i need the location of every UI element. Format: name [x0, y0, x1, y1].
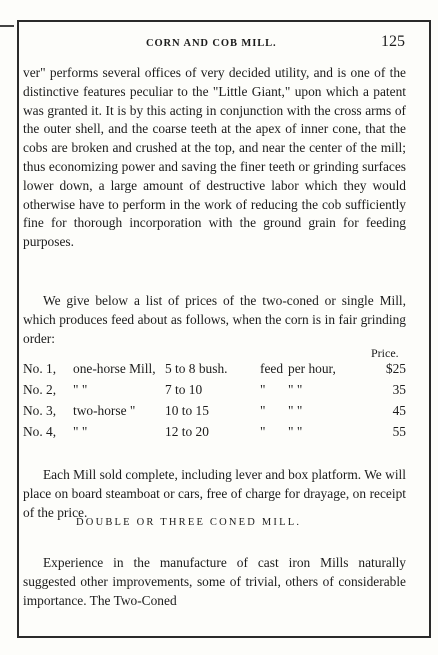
feed-word: feed: [260, 360, 284, 376]
per-hour: per hour,: [288, 360, 336, 376]
per-hour: " ": [288, 381, 303, 397]
table-row: [23, 379, 406, 400]
table-row: [23, 421, 406, 442]
mill-type: two-horse ": [73, 402, 136, 418]
mill-price: 55: [392, 423, 406, 439]
section-heading: DOUBLE OR THREE CONED MILL.: [76, 517, 302, 528]
price-column-header: Price.: [371, 346, 399, 360]
table-row: [23, 400, 406, 421]
feed-range: 5 to 8 bush.: [165, 360, 228, 376]
mill-type: " ": [73, 423, 88, 439]
per-hour: " ": [288, 402, 303, 418]
mill-type: " ": [73, 381, 88, 397]
feed-range: 10 to 15: [165, 402, 209, 418]
mill-price: $25: [385, 360, 406, 376]
feed-range: 12 to 20: [165, 423, 209, 439]
feed-word: ": [260, 402, 266, 418]
feed-range: 7 to 10: [165, 381, 203, 397]
paragraph-4: Experience in the manufacture of cast iron Mills naturally suggested other improvements, some of trivial, others of considerable importance. The Two-Coned: [23, 555, 406, 608]
mill-price: 45: [392, 402, 406, 418]
per-hour: " ": [288, 423, 303, 439]
price-table: [23, 358, 406, 442]
feed-word: ": [260, 423, 266, 439]
mill-number: No. 3,: [23, 402, 57, 418]
mill-price: 35: [392, 381, 406, 397]
mill-number: No. 4,: [23, 423, 57, 439]
mill-number: No. 1,: [23, 360, 57, 376]
running-title: CORN AND COB MILL.: [146, 38, 277, 49]
paragraph-1: ver" performs several offices of very decided utility, and is one of the distinctive features peculiar to the "Little Giant," upon which a patent was granted it. It is by this acting in conjunction with the cross arms of the outer shell, and the coarse teeth at the apex of inner cone, that the cobs are broken and crushed at the top, and near the center of the mill; thus economizing power and saving the finer teeth or grinding surfaces lower down, a large amount of destructive labor which they would otherwise have to perform in the work of reducing the cob sufficiently fine for thorough incorporation with the ground grain for feeding purposes.: [23, 65, 406, 250]
paragraph-3: Each Mill sold complete, including lever and box platform. We will place on board steamboat or cars, free of charge for drayage, on receipt of the price.: [23, 467, 406, 520]
table-row: [23, 358, 406, 379]
margin-mark: [0, 25, 14, 27]
mill-type: one-horse Mill,: [73, 360, 156, 376]
page-number: 125: [381, 33, 405, 50]
mill-number: No. 2,: [23, 381, 57, 397]
paragraph-2: We give below a list of prices of the two-coned or single Mill, which produces feed about as follows, when the corn is in fair grinding order:: [23, 293, 406, 346]
feed-word: ": [260, 381, 266, 397]
